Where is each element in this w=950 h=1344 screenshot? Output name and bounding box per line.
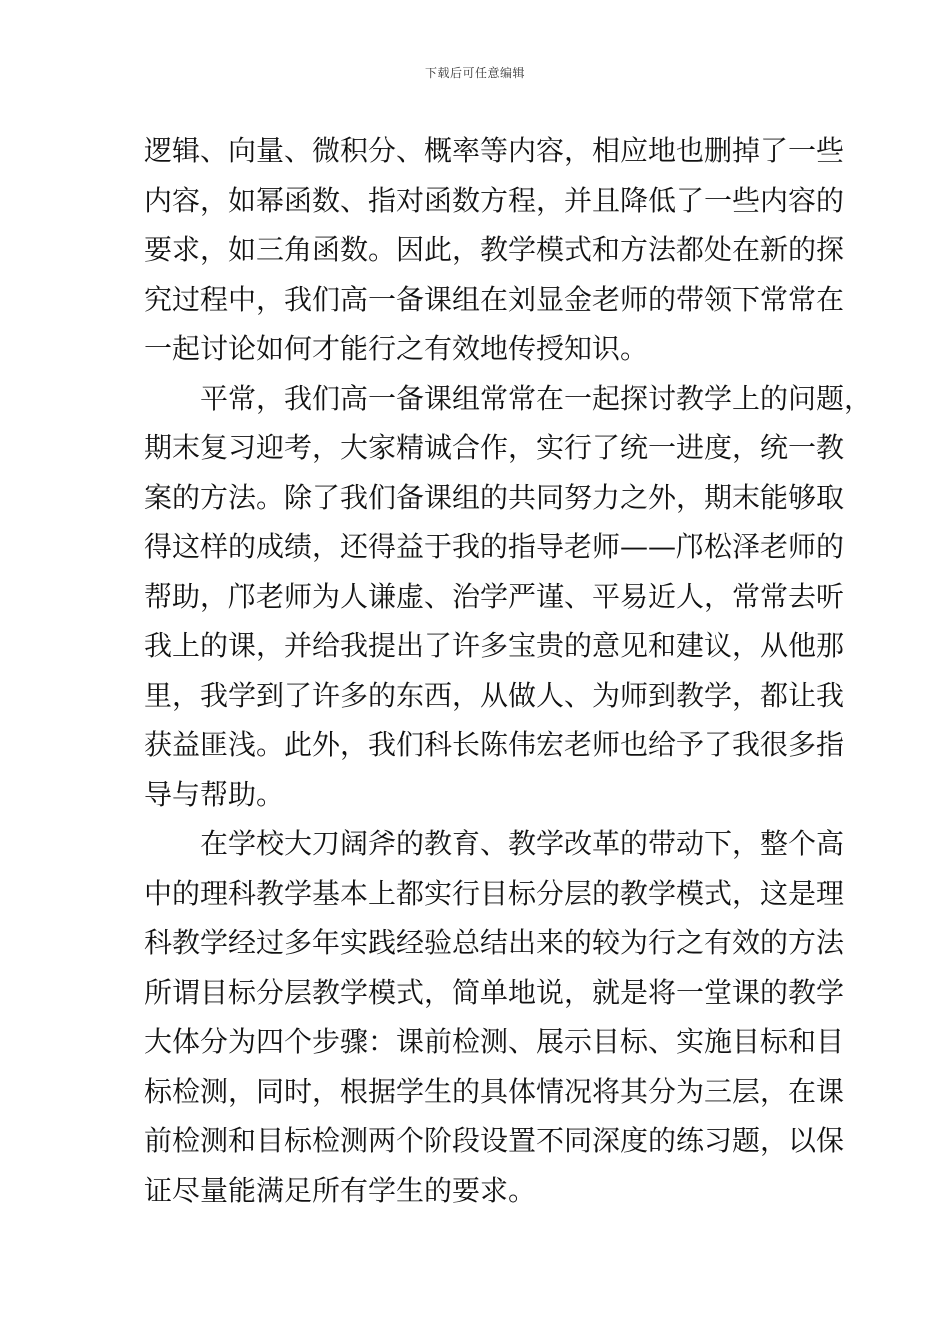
- text-line: 一起讨论如何才能行之有效地传授知识。: [144, 332, 649, 365]
- text-line: 中的理科教学基本上都实行目标分层的教学模式，这是理: [144, 876, 845, 910]
- text-line: 在学校大刀阔斧的教育、教学改革的带动下，整个高: [200, 827, 845, 860]
- text-line: 获益匪浅。此外，我们科长陈伟宏老师也给予了我很多指: [144, 728, 845, 761]
- text-line: 逻辑、向量、微积分、概率等内容，相应地也删掉了一些: [144, 134, 845, 167]
- text-line: 案的方法。除了我们备课组的共同努力之外，期末能够取: [144, 480, 845, 514]
- text-line: 平常，我们高一备课组常常在一起探讨教学上的问题，: [200, 381, 873, 415]
- text-line: 要求，如三角函数。因此，教学模式和方法都处在新的探: [144, 233, 845, 266]
- text-line: 帮助，邝老师为人谦虚、治学严谨、平易近人，常常去听: [144, 579, 845, 613]
- document-body: [144, 126, 873, 1215]
- text-line: 大体分为四个步骤：课前检测、展示目标、实施目标和目: [144, 1025, 845, 1058]
- page-header: 下载后可任意编辑: [424, 66, 525, 80]
- text-line: 导与帮助。: [144, 777, 285, 811]
- text-line: 内容，如幂函数、指对函数方程，并且降低了一些内容的: [144, 183, 845, 217]
- text-line: 所谓目标分层教学模式，简单地说，就是将一堂课的教学: [144, 975, 845, 1009]
- text-line: 我上的课，并给我提出了许多宝贵的意见和建议，从他那: [144, 629, 845, 662]
- text-line: 证尽量能满足所有学生的要求。: [144, 1173, 537, 1207]
- text-line: 科教学经过多年实践经验总结出来的较为行之有效的方法: [144, 926, 845, 959]
- text-line: 标检测，同时，根据学生的具体情况将其分为三层，在课: [144, 1074, 845, 1108]
- text-line: 得这样的成绩，还得益于我的指导老师——邝松泽老师的: [144, 530, 845, 563]
- text-line: 究过程中，我们高一备课组在刘显金老师的带领下常常在: [144, 282, 845, 316]
- text-line: 里，我学到了许多的东西，从做人、为师到教学，都让我: [144, 678, 845, 712]
- text-line: 期末复习迎考，大家精诚合作，实行了统一进度，统一教: [144, 431, 845, 464]
- text-line: 前检测和目标检测两个阶段设置不同深度的练习题，以保: [144, 1124, 845, 1157]
